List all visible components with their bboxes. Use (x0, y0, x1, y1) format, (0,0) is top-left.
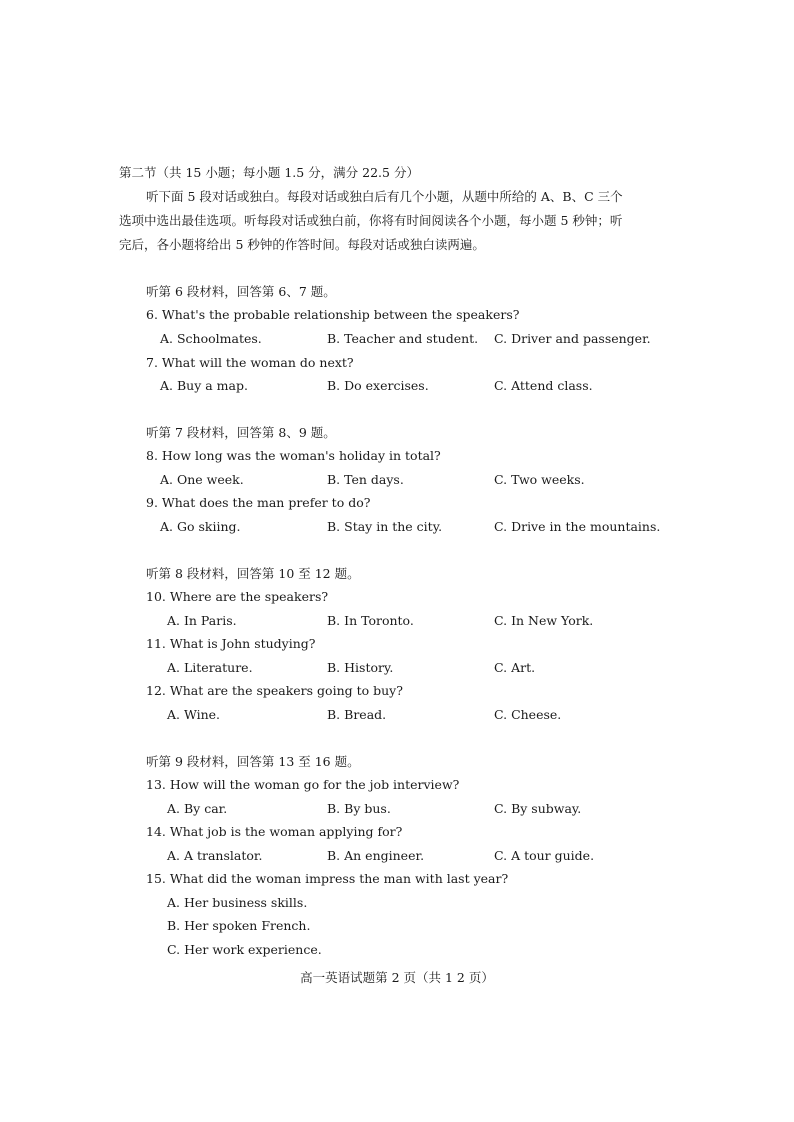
option-c: C. Cheese. (494, 707, 562, 722)
option-c: C. Art. (494, 660, 536, 675)
page-footer: 高一英语试题第 2 页（共 1 2 页） (300, 970, 494, 985)
option-a: A. A translator. (167, 848, 263, 863)
section-intro-line: 听下面 5 段对话或独白。每段对话或独白后有几个小题，从题中所给的 A、B、C 三个 (146, 189, 623, 204)
group-title: 听第 8 段材料，回答第 10 至 12 题。 (146, 566, 360, 581)
section-intro-line: 完后，各小题将给出 5 秒钟的作答时间。每段对话或独白读两遍。 (119, 237, 485, 252)
option-a: A. One week. (160, 472, 244, 487)
option-a: A. Literature. (167, 660, 253, 675)
question-stem: 12. What are the speakers going to buy? (146, 683, 403, 698)
question-stem: 9. What does the man prefer to do? (146, 495, 371, 510)
option-c: C. A tour guide. (494, 848, 595, 863)
section-intro-line: 选项中选出最佳选项。听每段对话或独白前，你将有时间阅读各个小题，每小题 5 秒钟；听 (119, 213, 623, 228)
option-c: C. Driver and passenger. (494, 331, 651, 346)
option-a: A. Her business skills. (167, 895, 308, 910)
option-c: C. Two weeks. (494, 472, 585, 487)
group-title: 听第 6 段材料，回答第 6、7 题。 (146, 284, 336, 299)
option-c: C. Attend class. (494, 378, 593, 393)
section-title: 第二节（共 15 小题；每小题 1.5 分，满分 22.5 分） (119, 165, 419, 180)
question-stem: 8. How long was the woman's holiday in total? (146, 448, 441, 463)
option-b: B. Her spoken French. (167, 918, 311, 933)
option-b: B. Teacher and student. (327, 331, 479, 346)
option-a: A. Go skiing. (160, 519, 241, 534)
option-a: A. In Paris. (167, 613, 237, 628)
option-a: A. By car. (167, 801, 228, 816)
question-stem: 6. What's the probable relationship between the speakers? (146, 307, 520, 322)
option-b: B. Bread. (327, 707, 387, 722)
question-stem: 7. What will the woman do next? (146, 355, 354, 370)
option-c: C. By subway. (494, 801, 582, 816)
option-c: C. In New York. (494, 613, 594, 628)
option-a: A. Schoolmates. (160, 331, 262, 346)
question-stem: 15. What did the woman impress the man with last year? (146, 871, 509, 886)
option-c: C. Her work experience. (167, 942, 322, 957)
option-a: A. Wine. (167, 707, 221, 722)
option-b: B. An engineer. (327, 848, 425, 863)
question-stem: 13. How will the woman go for the job interview? (146, 777, 460, 792)
option-b: B. In Toronto. (327, 613, 414, 628)
option-b: B. History. (327, 660, 394, 675)
option-b: B. Ten days. (327, 472, 404, 487)
option-b: B. Do exercises. (327, 378, 429, 393)
question-stem: 10. Where are the speakers? (146, 589, 329, 604)
group-title: 听第 7 段材料，回答第 8、9 题。 (146, 425, 336, 440)
question-stem: 14. What job is the woman applying for? (146, 824, 403, 839)
option-a: A. Buy a map. (160, 378, 248, 393)
option-b: B. By bus. (327, 801, 391, 816)
option-c: C. Drive in the mountains. (494, 519, 661, 534)
option-b: B. Stay in the city. (327, 519, 443, 534)
question-stem: 11. What is John studying? (146, 636, 316, 651)
group-title: 听第 9 段材料，回答第 13 至 16 题。 (146, 754, 360, 769)
